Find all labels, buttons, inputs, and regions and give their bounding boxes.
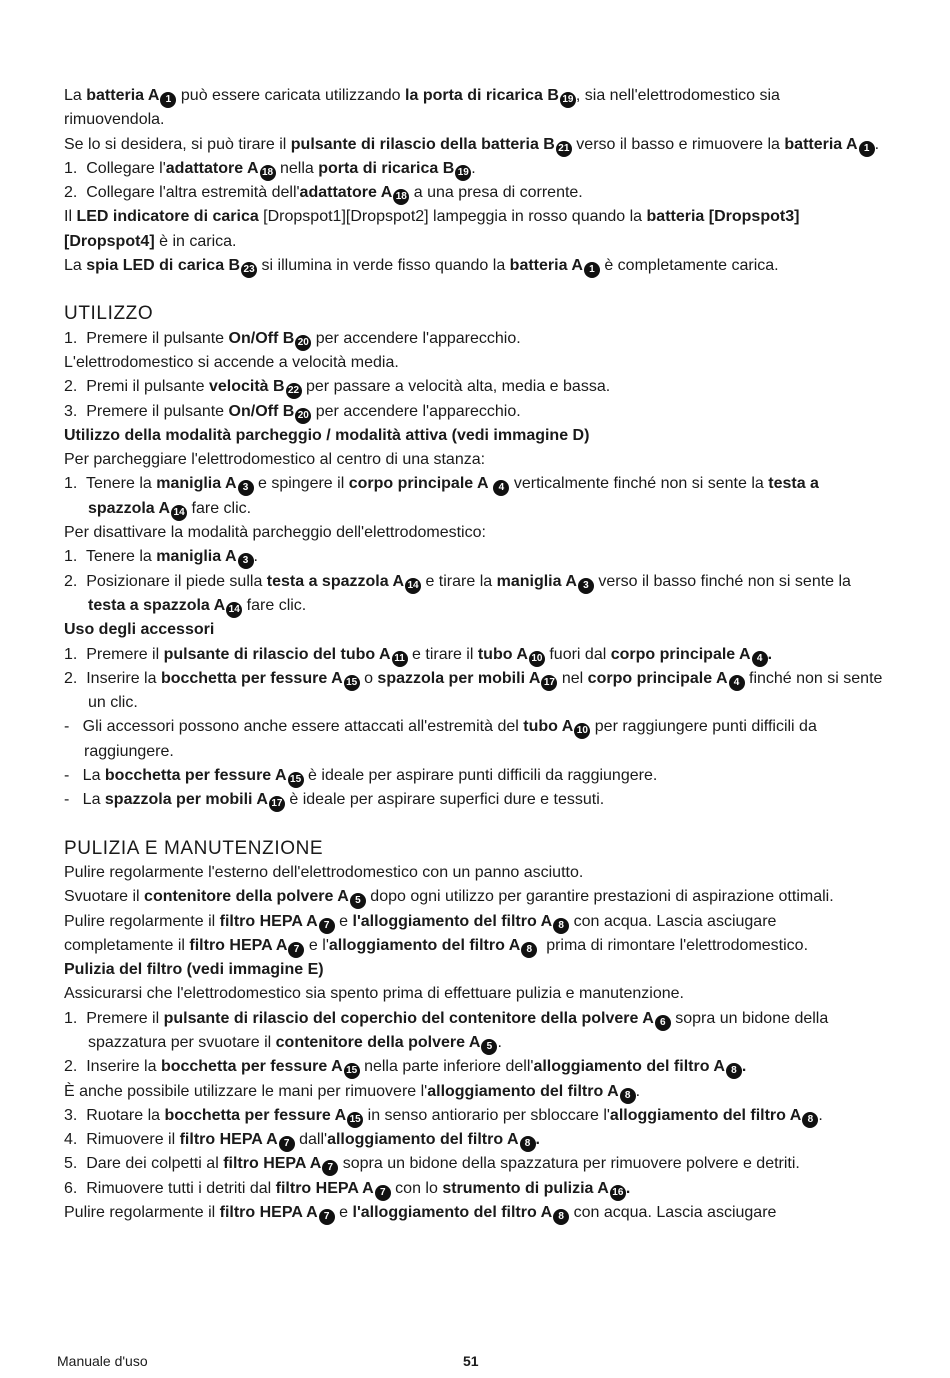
numbered-step: 1. Tenere la maniglia A 3 . — [64, 545, 884, 569]
paragraph: Se lo si desidera, si può tirare il pulsante di rilascio della batteria B 21 verso il basso e rimuovere la batteria A 1 . — [64, 133, 884, 157]
callout-number-badge: 3 — [238, 480, 254, 496]
paragraph: L'elettrodomestico si accende a velocità media. — [64, 353, 399, 371]
numbered-step: 3. Premere il pulsante On/Off B 20 per accendere l'apparecchio. — [64, 400, 884, 424]
paragraph: Pulire regolarmente l'esterno dell'elettrodomestico con un panno asciutto. — [64, 863, 584, 881]
callout-number-badge: 7 — [322, 1160, 338, 1176]
numbered-step: 2. Inserire la bocchetta per fessure A 15 nella parte inferiore dell'alloggiamento del filtro A 8 . — [64, 1055, 884, 1079]
numbered-step: 1. Tenere la maniglia A 3 e spingere il corpo principale A 4 verticalmente finché non si sente la testa a spazzola A 14 fare clic. — [64, 472, 884, 521]
callout-number-badge: 4 — [752, 651, 768, 667]
callout-number-badge: 8 — [620, 1088, 636, 1104]
callout-number-badge: 5 — [481, 1039, 497, 1055]
callout-number-badge: 19 — [560, 92, 576, 108]
callout-number-badge: 19 — [455, 165, 471, 181]
callout-number-badge: 10 — [529, 651, 545, 667]
callout-number-badge: 8 — [520, 1136, 536, 1152]
section-heading: PULIZIA E MANUTENZIONE — [64, 837, 324, 859]
callout-number-badge: 23 — [241, 262, 257, 278]
callout-number-badge: 14 — [226, 602, 242, 618]
paragraph: Pulire regolarmente il filtro HEPA A 7 e l'alloggiamento del filtro A 8 con acqua. Lascia asciugare completamente il filtro HEPA A 7 e l'alloggiamento del filtro A 8 prima di rimontare l'elettrodomestico. — [64, 910, 884, 959]
callout-number-badge: 3 — [578, 578, 594, 594]
callout-number-badge: 8 — [802, 1112, 818, 1128]
bullet-item: - La spazzola per mobili A 17 è ideale per aspirare superfici dure e tessuti. — [64, 788, 884, 812]
paragraph: La batteria A 1 può essere caricata utilizzando la porta di ricarica B 19 , sia nell'elettrodomestico sia rimuovendola. — [64, 87, 780, 129]
callout-number-badge: 22 — [286, 383, 302, 399]
callout-number-badge: 15 — [344, 1063, 360, 1079]
numbered-step: 2. Inserire la bocchetta per fessure A 15 o spazzola per mobili A 17 nel corpo principale A 4 finché non si sente un clic. — [64, 669, 883, 712]
callout-number-badge: 14 — [405, 578, 421, 594]
paragraph: È anche possibile utilizzare le mani per rimuovere l'alloggiamento del filtro A 8 . — [64, 1080, 884, 1104]
numbered-step: 1. Premere il pulsante On/Off B 20 per accendere l'apparecchio. — [64, 327, 884, 351]
numbered-step: 1. Premere il pulsante di rilascio del coperchio del contenitore della polvere A 6 sopra un bidone della spazzatura per svuotare il contenitore della polvere A 5 . — [64, 1007, 884, 1056]
document-body — [64, 84, 884, 1225]
paragraph: Utilizzo della modalità parcheggio / modalità attiva (vedi immagine D) — [64, 426, 590, 444]
numbered-step: 1. Collegare l'adattatore A 18 nella porta di ricarica B 19 . — [64, 157, 884, 181]
paragraph: Per parcheggiare l'elettrodomestico al centro di una stanza: — [64, 451, 486, 469]
callout-number-badge: 8 — [726, 1063, 742, 1079]
callout-number-badge: 14 — [171, 505, 187, 521]
numbered-step: 4. Rimuovere il filtro HEPA A 7 dall'alloggiamento del filtro A 8 . — [64, 1128, 884, 1152]
paragraph: Pulizia del filtro (vedi immagine E) — [64, 961, 324, 979]
callout-number-badge: 1 — [584, 262, 600, 278]
callout-number-badge: 7 — [375, 1185, 391, 1201]
callout-number-badge: 17 — [541, 675, 557, 691]
callout-number-badge: 1 — [859, 141, 875, 157]
callout-number-badge: 8 — [553, 918, 569, 934]
numbered-step: 2. Posizionare il piede sulla testa a spazzola A 14 e tirare la maniglia A 3 verso il basso finché non si sente la testa a spazzola A 14 fare clic. — [64, 570, 884, 619]
paragraph: Uso degli accessori — [64, 621, 215, 639]
callout-number-badge: 10 — [574, 723, 590, 739]
callout-number-badge: 7 — [319, 1209, 335, 1225]
numbered-step: 2. Collegare l'altra estremità dell'adattatore A 18 a una presa di corrente. — [64, 181, 884, 205]
paragraph: Assicurarsi che l'elettrodomestico sia spento prima di effettuare pulizia e manutenzione. — [64, 985, 684, 1003]
numbered-step: 3. Ruotare la bocchetta per fessure A 15 in senso antiorario per sbloccare l'alloggiamento del filtro A 8 . — [64, 1104, 884, 1128]
paragraph: Pulire regolarmente il filtro HEPA A 7 e l'alloggiamento del filtro A 8 con acqua. Lascia asciugare — [64, 1201, 884, 1225]
callout-number-badge: 5 — [350, 893, 366, 909]
bullet-item: - La bocchetta per fessure A 15 è ideale per aspirare punti difficili da raggiungere. — [64, 764, 884, 788]
callout-number-badge: 20 — [295, 335, 311, 351]
callout-number-badge: 1 — [160, 92, 176, 108]
callout-number-badge: 8 — [553, 1209, 569, 1225]
paragraph: Svuotare il contenitore della polvere A 5 dopo ogni utilizzo per garantire prestazioni di aspirazione ottimali. — [64, 885, 884, 909]
callout-number-badge: 7 — [279, 1136, 295, 1152]
callout-number-badge: 4 — [493, 480, 509, 496]
callout-number-badge: 4 — [729, 675, 745, 691]
paragraph: La spia LED di carica B 23 si illumina in verde fisso quando la batteria A 1 è completamente carica. — [64, 254, 884, 278]
numbered-step: 5. Dare dei colpetti al filtro HEPA A 7 sopra un bidone della spazzatura per rimuovere polvere e detriti. — [64, 1152, 884, 1176]
callout-number-badge: 20 — [295, 408, 311, 424]
numbered-step: 1. Premere il pulsante di rilascio del tubo A 11 e tirare il tubo A 10 fuori dal corpo principale A 4 . — [64, 643, 884, 667]
callout-number-badge: 8 — [521, 942, 537, 958]
numbered-step: 2. Premi il pulsante velocità B 22 per passare a velocità alta, media e bassa. — [64, 375, 884, 399]
callout-number-badge: 7 — [288, 942, 304, 958]
callout-number-badge: 18 — [393, 189, 409, 205]
page-number: 51 — [463, 1353, 479, 1369]
callout-number-badge: 11 — [392, 651, 408, 667]
paragraph: Il LED indicatore di carica [Dropspot1][Dropspot2] lampeggia in rosso quando la batteria [Dropspot3] [Dropspot4] è in carica. — [64, 208, 800, 250]
callout-number-badge: 16 — [610, 1185, 626, 1201]
paragraph: Per disattivare la modalità parcheggio dell'elettrodomestico: — [64, 524, 486, 542]
numbered-step: 6. Rimuovere tutti i detriti dal filtro HEPA A 7 con lo strumento di pulizia A 16 . — [64, 1177, 884, 1201]
callout-number-badge: 18 — [260, 165, 276, 181]
callout-number-badge: 3 — [238, 553, 254, 569]
callout-number-badge: 15 — [344, 675, 360, 691]
callout-number-badge: 15 — [288, 772, 304, 788]
callout-number-badge: 17 — [269, 796, 285, 812]
callout-number-badge: 6 — [655, 1015, 671, 1031]
callout-number-badge: 15 — [347, 1112, 363, 1128]
footer-manual-label: Manuale d'uso — [57, 1353, 148, 1369]
callout-number-badge: 21 — [556, 141, 572, 157]
callout-number-badge: 7 — [319, 918, 335, 934]
section-heading: UTILIZZO — [64, 303, 154, 325]
bullet-item: - Gli accessori possono anche essere attaccati all'estremità del tubo A 10 per raggiungere punti difficili da raggiungere. — [64, 718, 817, 760]
